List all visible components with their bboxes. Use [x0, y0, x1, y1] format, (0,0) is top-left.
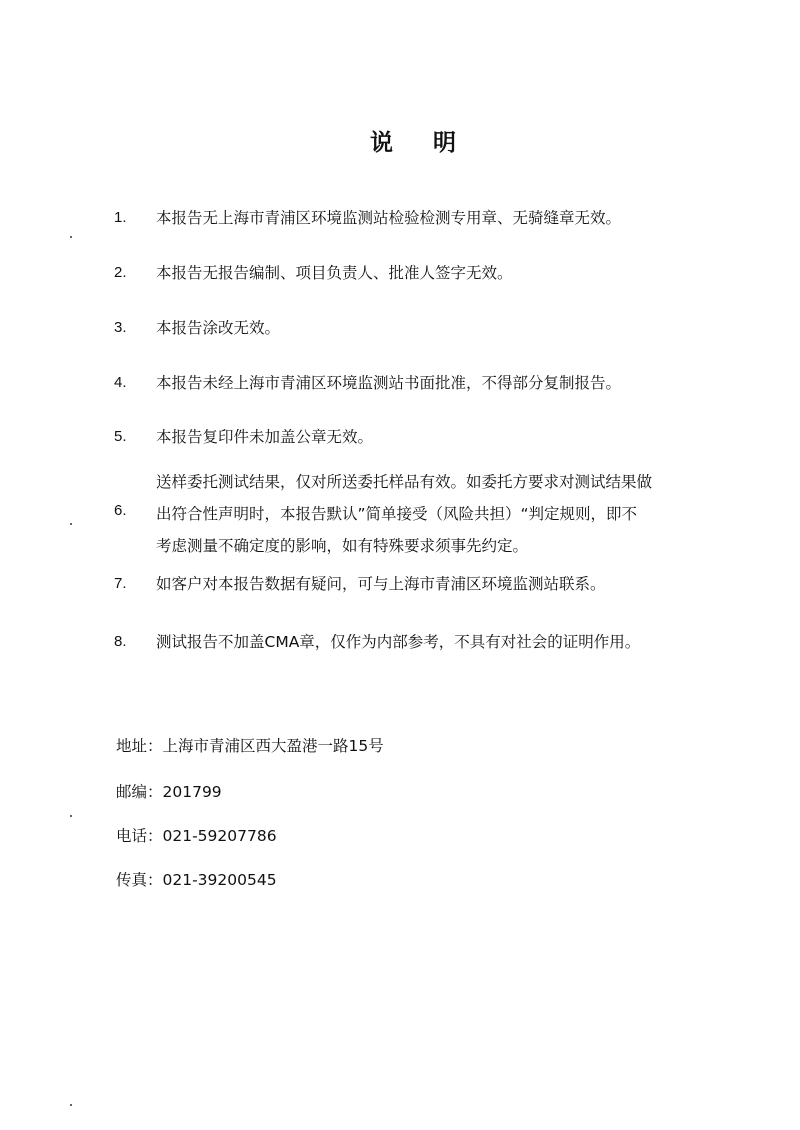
item-number: 7.	[114, 575, 127, 592]
scan-speck	[70, 1104, 72, 1106]
item-number: 1.	[114, 209, 127, 226]
title-char-1: 说	[370, 130, 393, 156]
item-number: 3.	[114, 319, 127, 336]
item-text: 本报告无报告编制、项目负责人、批准人签字无效。	[156, 264, 513, 282]
item-text: 如客户对本报告数据有疑问，可与上海市青浦区环境监测站联系。	[156, 575, 606, 593]
item-text-line: 送样委托测试结果，仅对所送委托样品有效。如委托方要求对测试结果做	[156, 473, 653, 491]
item-number: 2.	[114, 264, 127, 281]
phone-line: 电话：021-59207786	[116, 827, 277, 845]
page-title	[0, 124, 800, 157]
title-char-2: 明	[433, 130, 456, 156]
item-text: 本报告涂改无效。	[156, 319, 281, 337]
item-text: 本报告复印件未加盖公章无效。	[156, 428, 374, 446]
scan-speck	[70, 523, 72, 525]
item-text: 本报告无上海市青浦区环境监测站检验检测专用章、无骑缝章无效。	[156, 209, 622, 227]
item-text-line: 考虑测量不确定度的影响，如有特殊要求须事先约定。	[156, 537, 529, 555]
item-number: 5.	[114, 428, 127, 445]
item-text: 测试报告不加盖CMA章，仅作为内部参考，不具有对社会的证明作用。	[156, 633, 641, 651]
item-text: 本报告未经上海市青浦区环境监测站书面批准，不得部分复制报告。	[156, 374, 622, 392]
address-line: 地址：上海市青浦区西大盈港一路15号	[116, 737, 384, 755]
fax-line: 传真：021-39200545	[116, 871, 277, 889]
item-number: 6.	[114, 502, 127, 519]
item-number: 8.	[114, 633, 127, 650]
item-text-line: 出符合性声明时，本报告默认”简单接受（风险共担）“判定规则，即不	[156, 505, 638, 523]
scan-speck	[70, 815, 72, 817]
item-text	[156, 466, 746, 562]
postcode-line: 邮编：201799	[116, 783, 222, 801]
scan-speck	[70, 236, 72, 238]
item-number: 4.	[114, 374, 127, 391]
